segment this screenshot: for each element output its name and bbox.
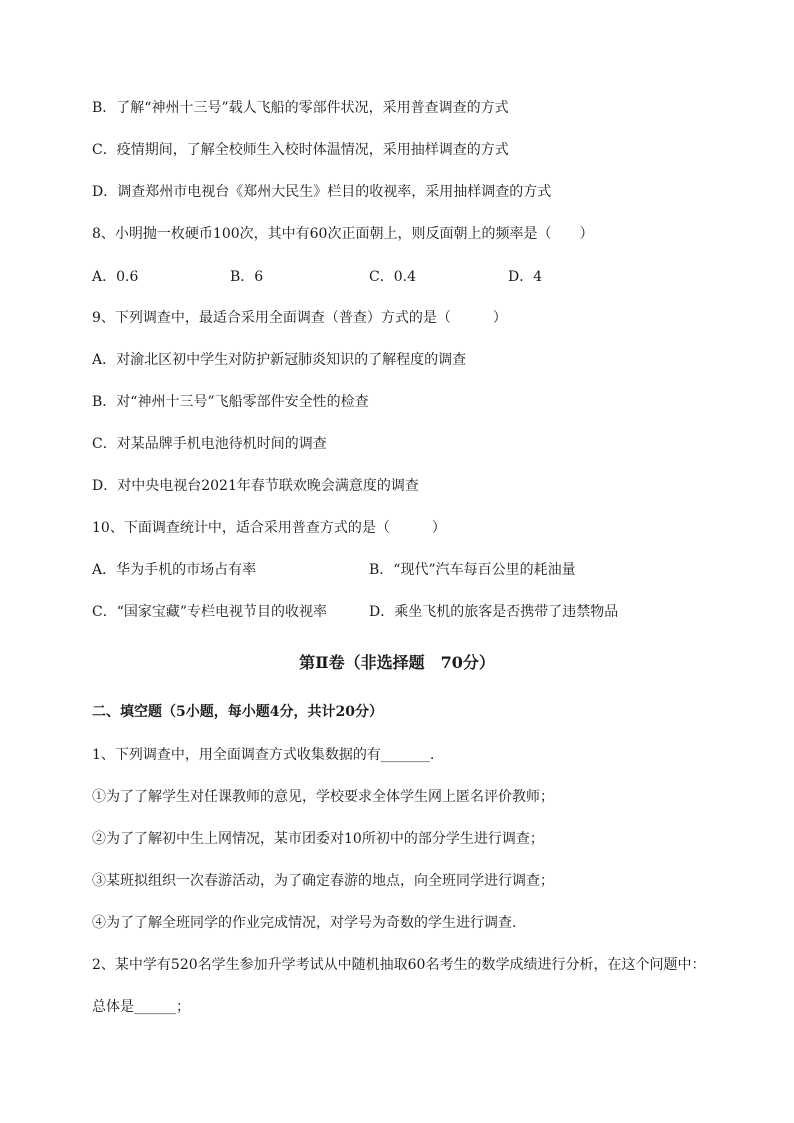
- q10-option-d: D．乘坐飞机的旅客是否携带了违禁物品: [369, 604, 619, 620]
- fill1-item-3: ③某班拟组织一次春游活动，为了确定春游的地点，向全班同学进行调查；: [92, 873, 554, 889]
- q7-option-c: C．疫情期间，了解全校师生入校时体温情况，采用抽样调查的方式: [92, 142, 509, 158]
- fill1-item-2: ②为了了解初中生上网情况，某市团委对10所初中的部分学生进行调查；: [92, 831, 544, 847]
- fill2-stem: 2、某中学有520名学生参加升学考试从中随机抽取60名考生的数学成绩进行分析，在这个问题中：: [92, 957, 706, 973]
- q8-option-a: A．0.6: [92, 269, 139, 285]
- q10-option-a: A．华为手机的市场占有率: [92, 562, 257, 578]
- q9-stem: 9、下列调查中，最适合采用全面调查（普查）方式的是（ ）: [92, 310, 507, 326]
- q7-option-d: D．调查郑州市电视台《郑州大民生》栏目的收视率，采用抽样调查的方式: [92, 184, 552, 200]
- fill2-line2: 总体是______；: [92, 999, 190, 1015]
- q8-option-c: C．0.4: [369, 269, 416, 285]
- q7-option-b: B．了解“神州十三号”载人飞船的零部件状况，采用普查调查的方式: [92, 100, 509, 116]
- part-heading: 二、填空题（5小题，每小题4分，共计20分）: [92, 704, 383, 720]
- q8-option-b: B．6: [230, 269, 264, 285]
- q9-option-b: B．对“神州十三号”飞船零部件安全性的检查: [92, 394, 369, 410]
- q8-stem: 8、小明抛一枚硬币100次，其中有60次正面朝上，则反面朝上的频率是（ ）: [92, 226, 594, 242]
- q8-option-d: D．4: [508, 269, 543, 285]
- q10-option-c: C．“国家宝藏”专栏电视节目的收视率: [92, 604, 328, 620]
- q9-option-c: C．对某品牌手机电池待机时间的调查: [92, 436, 327, 452]
- fill1-item-1: ①为了了解学生对任课教师的意见，学校要求全体学生网上匿名评价教师；: [92, 789, 554, 805]
- q9-option-a: A．对渝北区初中学生对防护新冠肺炎知识的了解程度的调查: [92, 352, 467, 368]
- q9-option-d: D．对中央电视台2021年春节联欢晚会满意度的调查: [92, 478, 419, 494]
- q10-option-b: B．“现代”汽车每百公里的耗油量: [369, 562, 576, 578]
- fill1-stem: 1、下列调查中，用全面调查方式收集数据的有_______.: [92, 747, 435, 763]
- fill1-item-4: ④为了了解全班同学的作业完成情况，对学号为奇数的学生进行调查．: [92, 915, 526, 931]
- q10-stem: 10、下面调查统计中，适合采用普查方式的是（ ）: [92, 520, 446, 536]
- section-title: 第Ⅱ卷（非选择题 70分）: [299, 653, 495, 672]
